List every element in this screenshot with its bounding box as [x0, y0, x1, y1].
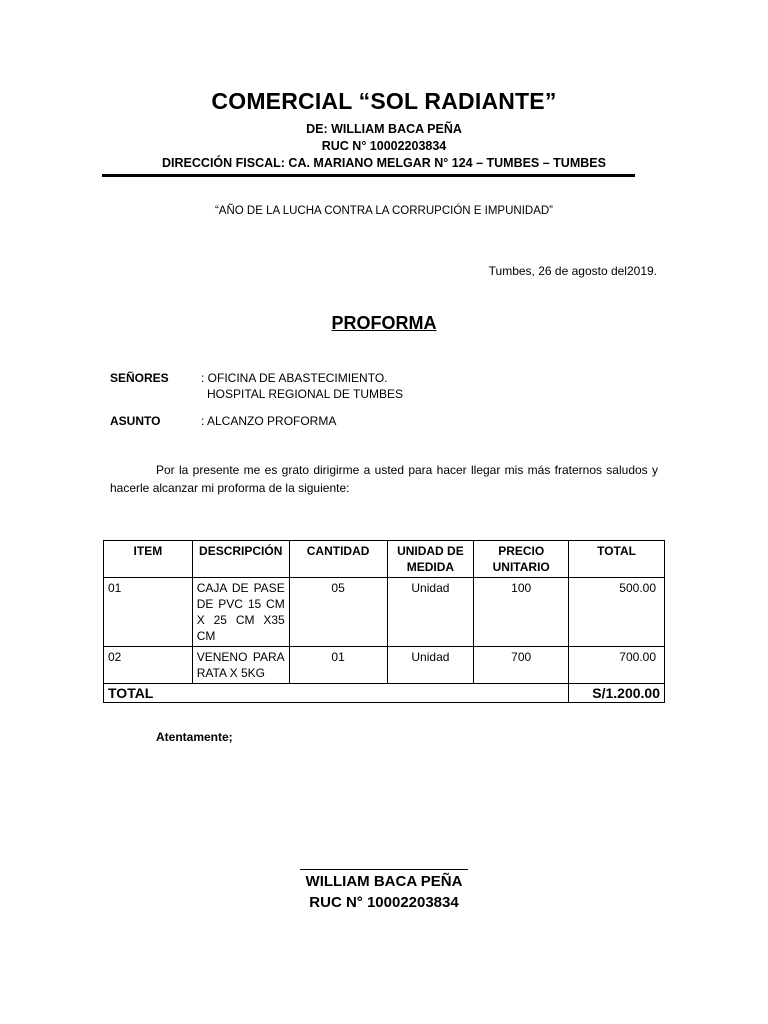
- header-item: ITEM: [104, 541, 193, 578]
- header-divider: [102, 174, 635, 177]
- document-date: Tumbes, 26 de agosto del2019.: [488, 264, 657, 278]
- header-total: TOTAL: [569, 541, 665, 578]
- cell-quantity: 01: [289, 647, 387, 684]
- recipients-line-1: : OFICINA DE ABASTECIMIENTO.: [201, 371, 388, 385]
- table-row: [104, 578, 665, 647]
- header-quantity: CANTIDAD: [289, 541, 387, 578]
- cell-total: 700.00: [569, 647, 665, 684]
- header-unit: UNIDAD DE MEDIDA: [387, 541, 474, 578]
- closing-salutation: Atentamente;: [156, 730, 233, 744]
- items-table: [103, 540, 665, 703]
- company-name: COMERCIAL “SOL RADIANTE”: [211, 88, 557, 114]
- owner-line: DE: WILLIAM BACA PEÑA: [306, 122, 462, 136]
- cell-description: VENENO PARA RATA X 5KG: [192, 647, 289, 684]
- ruc-line: RUC N° 10002203834: [321, 139, 447, 153]
- table-header-row: [104, 541, 665, 578]
- header-description: DESCRIPCIÓN: [192, 541, 289, 578]
- cell-unit-price: 100: [474, 578, 569, 647]
- subject-value: : ALCANZO PROFORMA: [201, 414, 337, 428]
- signature-name: WILLIAM BACA PEÑA: [305, 873, 463, 890]
- header-unit-price: PRECIO UNITARIO: [474, 541, 569, 578]
- cell-unit: Unidad: [387, 578, 474, 647]
- recipients-label: SEÑORES: [110, 371, 169, 385]
- cell-item: 02: [104, 647, 193, 684]
- fiscal-address: DIRECCIÓN FISCAL: CA. MARIANO MELGAR N° 124 – TUMBES – TUMBES: [162, 156, 606, 170]
- cell-unit-price: 700: [474, 647, 569, 684]
- total-row: [104, 684, 665, 703]
- total-label: TOTAL: [104, 684, 193, 703]
- table-row: [104, 647, 665, 684]
- total-value: S/1.200.00: [569, 684, 665, 703]
- cell-item: 01: [104, 578, 193, 647]
- cell-quantity: 05: [289, 578, 387, 647]
- document-title: PROFORMA: [331, 313, 437, 333]
- year-motto: “AÑO DE LA LUCHA CONTRA LA CORRUPCIÓN E IMPUNIDAD”: [214, 205, 554, 217]
- cell-description: CAJA DE PASE DE PVC 15 CM X 25 CM X35 CM: [192, 578, 289, 647]
- cell-unit: Unidad: [387, 647, 474, 684]
- subject-label: ASUNTO: [110, 414, 161, 428]
- recipients-line-2: HOSPITAL REGIONAL DE TUMBES: [207, 387, 404, 401]
- cell-total: 500.00: [569, 578, 665, 647]
- signature-ruc: RUC N° 10002203834: [309, 894, 459, 911]
- body-paragraph: Por la presente me es grato dirigirme a usted para hacer llegar mis más fraternos saludos y hacerle alcanzar mi proforma de la siguiente:: [110, 463, 658, 495]
- signature-line: [300, 869, 468, 870]
